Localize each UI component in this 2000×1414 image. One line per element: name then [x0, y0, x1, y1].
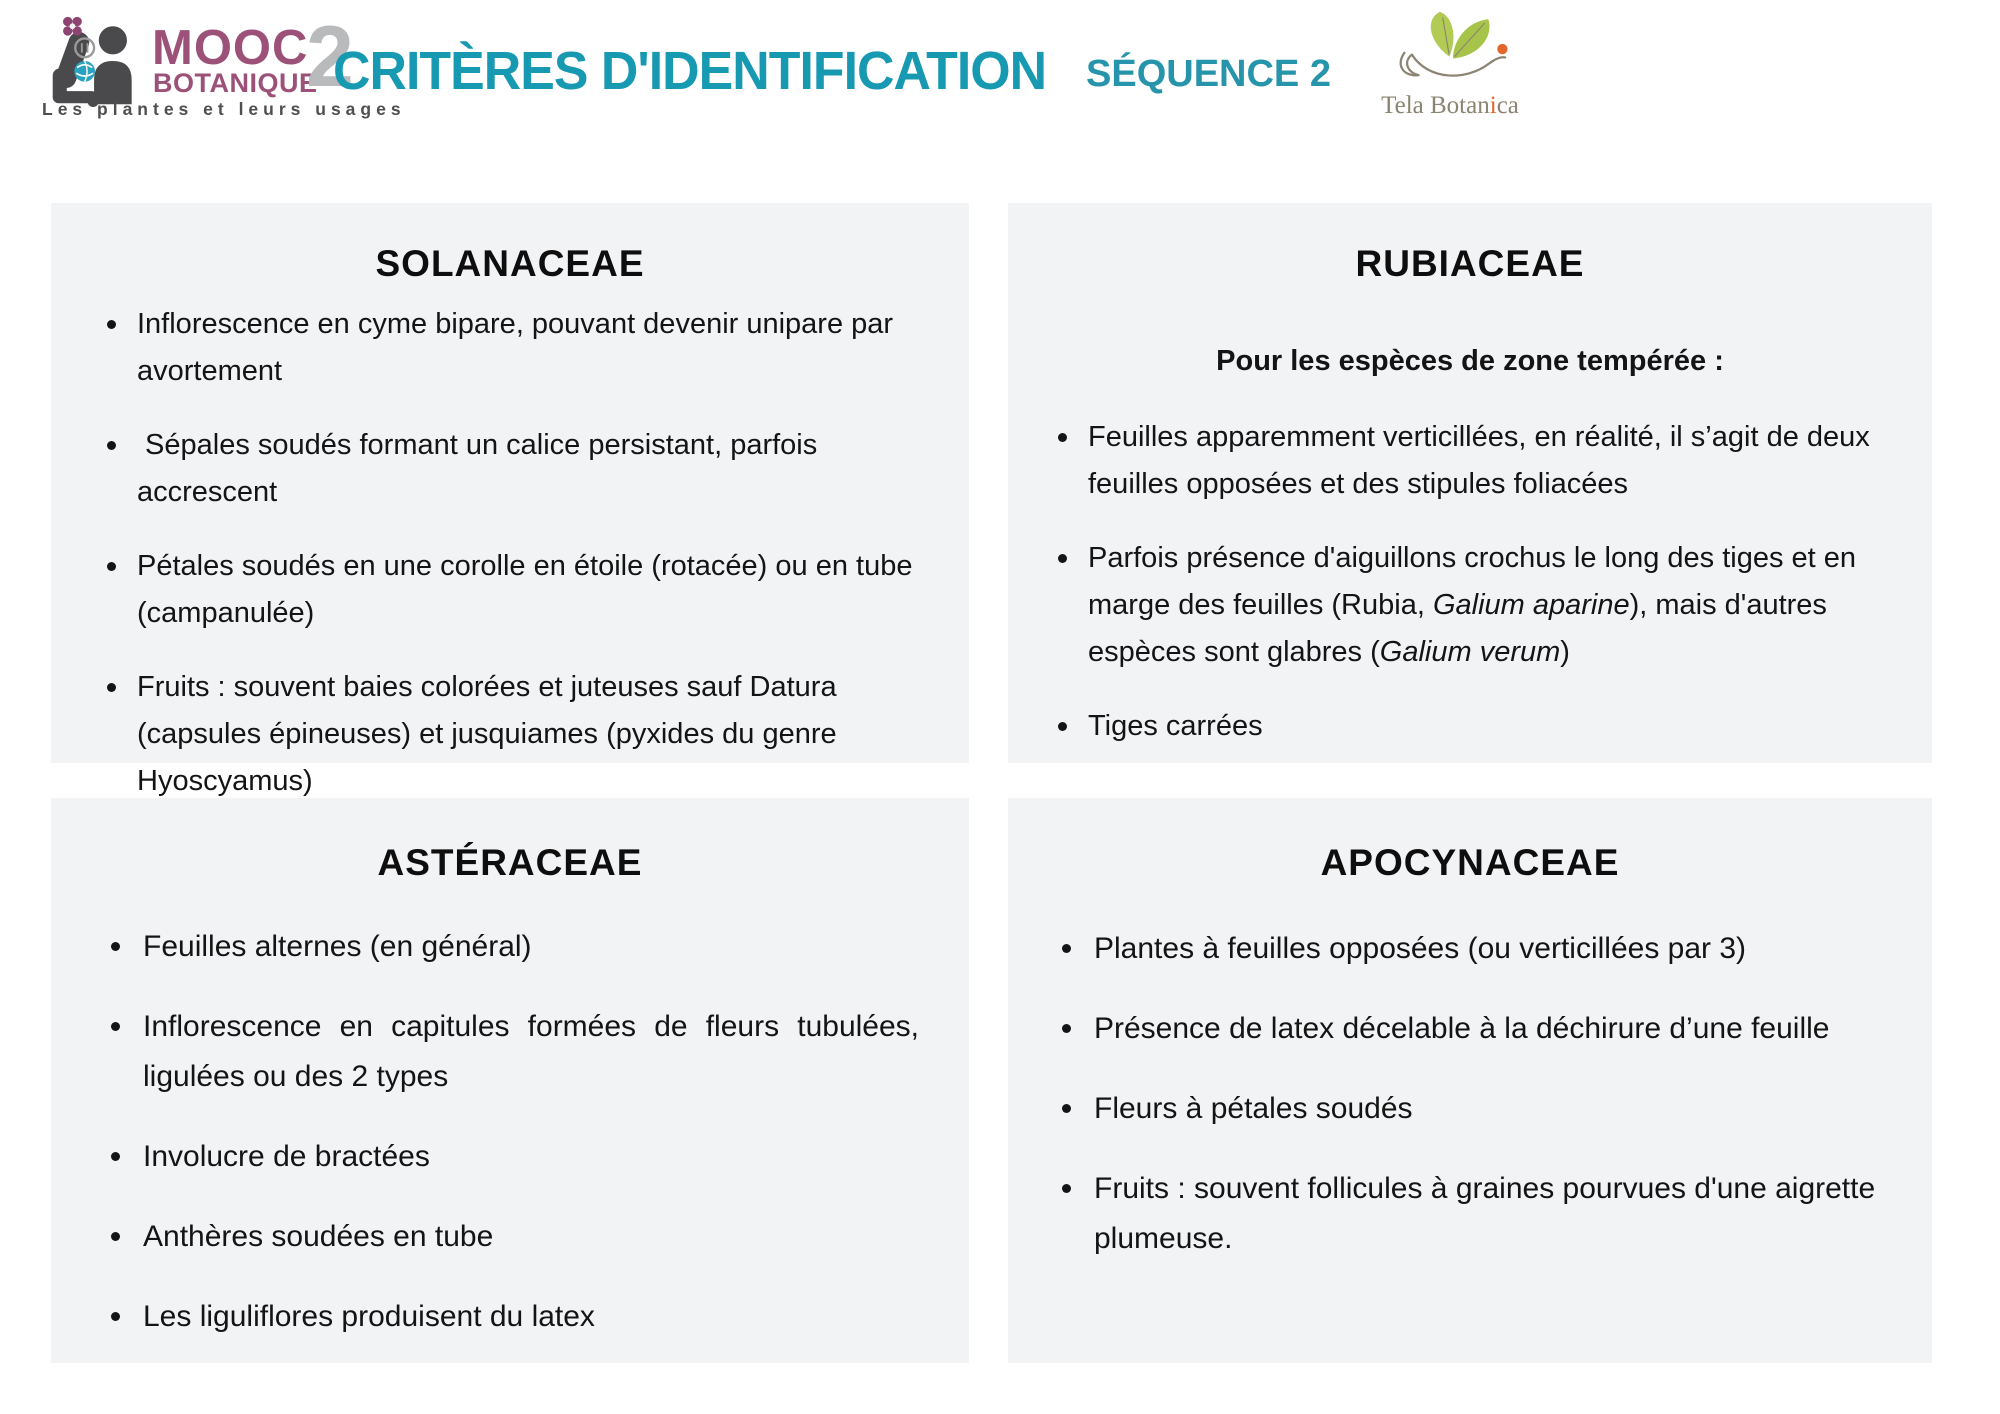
panel-apocynaceae: [1008, 798, 1932, 1363]
bullet-item: [101, 664, 919, 805]
tela-botanica-wordmark: [1370, 92, 1530, 120]
bullet-item: [101, 543, 919, 637]
bullet-item: [101, 422, 919, 516]
panel-title: RUBIACEAE: [1355, 243, 1585, 284]
bullet-text: Plantes à feuilles opposées (ou verticillées par 3): [1094, 932, 1747, 965]
bullet-text: Anthères soudées en tube: [143, 1220, 494, 1253]
bullet-text: Involucre de bractées: [143, 1140, 430, 1173]
bullet-item: [101, 301, 919, 395]
globe-icon: [74, 61, 95, 82]
mooc-logo-word2: BOTANIQUE: [153, 68, 318, 98]
bullet-text: Feuilles alternes (en général): [143, 930, 532, 963]
panel-title: ASTÉRACEAE: [377, 842, 643, 883]
bullet-text: Sépales soudés formant un calice persistant, parfois accrescent: [137, 429, 818, 508]
panel-subtitle: Pour les espèces de zone tempérée :: [1216, 345, 1724, 377]
bullet-item: [101, 1002, 919, 1102]
bullet-text: Pétales soudés en une corolle en étoile (rotacée) ou en tube (campanulée): [137, 550, 913, 629]
tela-name-pre: Tela Botan: [1381, 92, 1490, 119]
bullet-item: [1052, 535, 1888, 676]
mooc-logo-word1: MOOC: [152, 21, 309, 75]
mooc-botanique-logo-icon: [40, 14, 150, 108]
stem-swoosh: [1401, 53, 1506, 76]
orange-dot: [1497, 44, 1507, 54]
bullet-text: Les liguliflores produisent du latex: [143, 1300, 595, 1333]
bullet-item: [101, 1212, 919, 1262]
mooc-logo-tagline: Les plantes et leurs usages: [42, 99, 406, 119]
bullet-item: [1052, 1164, 1888, 1264]
bullet-item: [1052, 414, 1888, 508]
panel-asteraceae: [51, 798, 969, 1363]
flower-icon: [63, 17, 82, 36]
bullet-text: ): [1560, 636, 1570, 668]
bullet-item: [1052, 1084, 1888, 1134]
bullet-text: Tiges carrées: [1088, 710, 1263, 742]
bullet-item: [1052, 1004, 1888, 1054]
person-icon: [87, 26, 131, 107]
bullet-text: Fruits : souvent baies colorées et juteuses sauf Datura (capsules épineuses) et jusquiames (pyxides du genre Hyoscyamus): [137, 671, 837, 797]
bullet-text: Inflorescence en cyme bipare, pouvant devenir unipare par avortement: [137, 308, 894, 387]
bullet-text: Inflorescence en capitules formées de fleurs tubulées, ligulées ou des 2 types: [143, 1010, 919, 1093]
bullet-text: Fleurs à pétales soudés: [1094, 1092, 1413, 1125]
mooc-logo-number: 2: [306, 9, 354, 105]
bullet-list: [1052, 414, 1888, 750]
page-title: CRITÈRES D'IDENTIFICATION: [333, 41, 1047, 101]
bullet-item: [101, 922, 919, 972]
bullet-text: Parfois présence d'aiguillons crochus le long des tiges et en marge des feuilles (Rubia,: [1088, 542, 1857, 621]
species-name-italic: Galium aparine: [1432, 589, 1630, 621]
bullet-item: [1052, 703, 1888, 750]
species-name-italic: Galium verum: [1379, 636, 1561, 668]
bullet-list: [1052, 924, 1888, 1264]
sequence-badge: SÉQUENCE 2: [1086, 53, 1331, 95]
bullet-item: [1052, 924, 1888, 974]
panel-title: SOLANACEAE: [375, 243, 645, 284]
bullet-text: ), mais d'autres espèces sont glabres (: [1088, 589, 1827, 668]
bullet-text: Fruits : souvent follicules à graines pourvues d'une aigrette plumeuse.: [1094, 1172, 1876, 1255]
bullet-item: [101, 1132, 919, 1182]
bullet-list: [101, 922, 919, 1342]
panel-title: APOCYNACEAE: [1320, 842, 1620, 883]
bullet-list: [101, 301, 919, 805]
tela-botanica-logo-icon: [1388, 8, 1516, 92]
tela-name-post: ca: [1496, 92, 1519, 119]
panel-solanaceae: [51, 203, 969, 797]
tela-name-accent-letter: i: [1489, 92, 1497, 119]
leaf-left: [1431, 12, 1454, 57]
bullet-text: Feuilles apparemment verticillées, en réalité, il s’agit de deux feuilles opposées et des stipules foliacées: [1088, 421, 1870, 500]
bullet-text: Présence de latex décelable à la déchirure d’une feuille: [1094, 1012, 1830, 1045]
bullet-item: [101, 1292, 919, 1342]
panel-rubiaceae: [1008, 203, 1932, 763]
